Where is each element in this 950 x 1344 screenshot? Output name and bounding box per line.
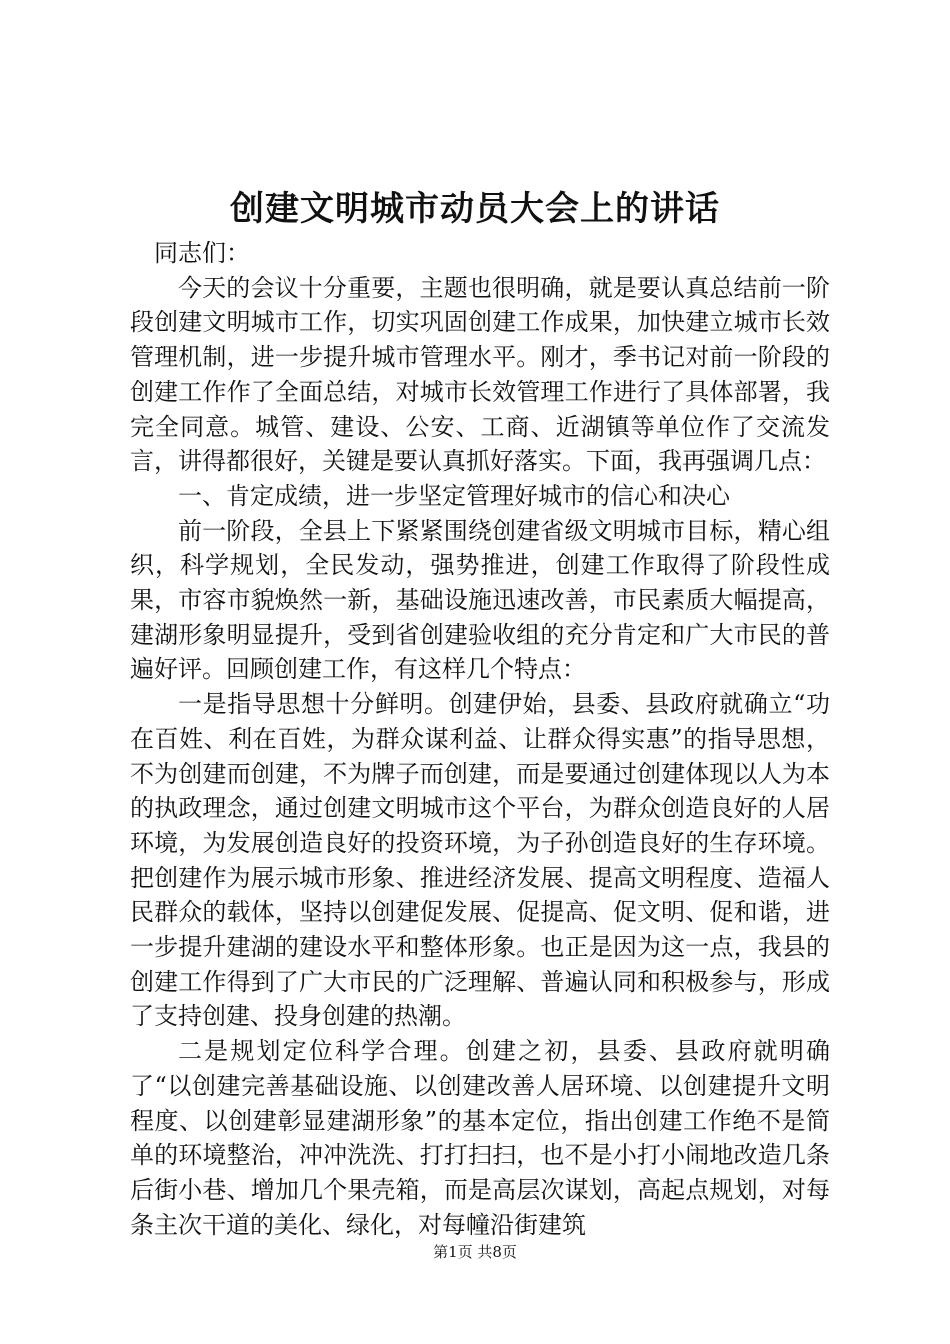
salutation: 同志们：	[154, 239, 250, 267]
section-heading-1: 一、肯定成绩，进一步坚定管理好城市的信心和决心	[178, 481, 730, 510]
paragraph-intro: 今天的会议十分重要，主题也很明确，就是要认真总结前一阶段创建文明城市工作，切实巩固创建工作成果，加快建立城市长效管理机制，进一步提升城市管理水平。刚才，季书记对前一阶段的创建工作作了全面总结，对城市长效管理工作进行了具体部署，我完全同意。城管、建设、公安、工商、近湖镇等单位作了交流发言，讲得都很好，关键是要认真抓好落实。下面，我再强调几点：	[130, 273, 830, 476]
paragraph-point-2: 二是规划定位科学合理。创建之初，县委、县政府就明确了“以创建完善基础设施、以创建改善人居环境、以创建提升文明程度、以创建彰显建湖形象”的基本定位，指出创建工作绝不是简单的环境整治，冲冲洗洗、打打扫扫，也不是小打小闹地改造几条后街小巷、增加几个果壳箱，而是高层次谋划，高起点规划，对每条主次干道的美化、绿化，对每幢沿街建筑	[130, 1037, 830, 1239]
paragraph-achievements: 前一阶段，全县上下紧紧围绕创建省级文明城市目标，精心组织，科学规划，全民发动，强势推进，创建工作取得了阶段性成果，市容市貌焕然一新，基础设施迅速改善，市民素质大幅提高，建湖形象明显提升，受到省创建验收组的充分肯定和广大市民的普遍好评。回顾创建工作，有这样几个特点：	[130, 516, 830, 684]
page-number-footer: 第1页 共8页	[433, 1243, 517, 1261]
document-body	[130, 236, 830, 1242]
paragraph-point-1: 一是指导思想十分鲜明。创建伊始，县委、县政府就确立“功在百姓、利在百姓，为群众谋利益、让群众得实惠”的指导思想，不为创建而创建，不为牌子而创建，而是要通过创建体现以人为本的执政理念，通过创建文明城市这个平台，为群众创造良好的人居环境，为发展创造良好的投资环境，为子孙创造良好的生存环境。把创建作为展示城市形象、推进经济发展、提高文明程度、造福人民群众的载体，坚持以创建促发展、促提高、促文明、促和谐，进一步提升建湖的建设水平和整体形象。也正是因为这一点，我县的创建工作得到了广大市民的广泛理解、普遍认同和积极参与，形成了支持创建、投身创建的热潮。	[130, 690, 830, 1031]
document-title: 创建文明城市动员大会上的讲话	[230, 189, 720, 229]
